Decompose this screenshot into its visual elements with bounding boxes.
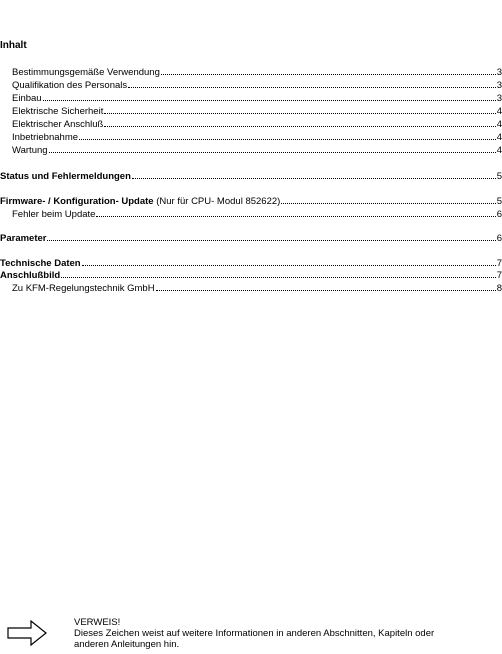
toc-leader — [156, 282, 496, 291]
toc-entry-label: Parameter — [0, 233, 47, 244]
toc-entry-label: Bestimmungsgemäße Verwendung — [12, 67, 160, 78]
toc-leader — [61, 269, 496, 278]
toc-leader — [96, 208, 495, 217]
toc-entry[interactable] — [0, 269, 502, 281]
toc-entry-label-bold: Firmware- / Konfiguration- Update — [0, 196, 154, 207]
reference-note — [74, 617, 434, 650]
toc-page-number: 7 — [496, 270, 502, 281]
toc-page-number: 3 — [496, 93, 502, 104]
toc-page-number: 4 — [496, 132, 502, 143]
toc-page-number: 8 — [496, 283, 502, 294]
toc-leader — [47, 232, 495, 241]
toc-entry[interactable] — [0, 195, 502, 207]
toc-leader — [132, 170, 496, 179]
toc-entry-label: Fehler beim Update — [12, 209, 96, 220]
toc-entry[interactable] — [12, 282, 502, 294]
toc-leader — [104, 105, 495, 114]
toc-entry[interactable] — [12, 131, 502, 143]
toc-leader — [82, 257, 496, 266]
toc-leader — [79, 131, 496, 140]
toc-leader — [49, 144, 496, 153]
toc-leader — [104, 118, 495, 127]
toc-entry-label: (Nur für CPU- Modul 852622) — [153, 196, 281, 207]
toc-entry[interactable] — [0, 257, 502, 269]
toc-entry[interactable] — [12, 105, 502, 117]
toc-entry[interactable] — [12, 92, 502, 104]
toc-leader — [128, 79, 496, 88]
toc-leader — [281, 195, 495, 204]
toc-entry-label: Technische Daten — [0, 258, 81, 269]
toc-entry-label: Qualifikation des Personals — [12, 80, 128, 91]
toc-entry-label: Zu KFM-Regelungstechnik GmbH — [12, 283, 155, 294]
toc-entry-label: Wartung — [12, 145, 48, 156]
toc-entry[interactable] — [12, 79, 502, 91]
toc-entry-label: Anschlußbild — [0, 270, 61, 281]
toc-page-number: 3 — [496, 80, 502, 91]
toc-page-number: 7 — [496, 258, 502, 269]
toc-entry[interactable] — [12, 66, 502, 78]
toc-page-number: 4 — [496, 106, 502, 117]
toc-heading: Inhalt — [0, 40, 27, 51]
toc-entry-label: Elektrischer Anschluß — [12, 119, 104, 130]
toc-page-number: 4 — [496, 119, 502, 130]
toc-page-number: 6 — [496, 233, 502, 244]
toc-entry[interactable] — [12, 208, 502, 220]
toc-page-number: 4 — [496, 145, 502, 156]
toc-entry[interactable] — [12, 144, 502, 156]
toc-entry-label: Elektrische Sicherheit — [12, 106, 104, 117]
toc-entry-label: Inbetriebnahme — [12, 132, 79, 143]
toc-page-number: 5 — [496, 171, 502, 182]
reference-note-text-line2: anderen Anleitungen hin. — [74, 639, 180, 650]
toc-leader — [161, 66, 496, 75]
toc-entry[interactable] — [12, 118, 502, 130]
toc-entry[interactable] — [0, 170, 502, 182]
toc-entry-label: Einbau — [12, 93, 42, 104]
toc-page-number: 5 — [496, 196, 502, 207]
toc-page-number: 6 — [496, 209, 502, 220]
toc-entry-label: Status und Fehlermeldungen — [0, 171, 131, 182]
toc-page-number: 3 — [496, 67, 502, 78]
toc-leader — [43, 92, 496, 101]
reference-note-title: VERWEIS! — [74, 617, 121, 628]
toc-entry[interactable] — [0, 232, 502, 244]
reference-note-text-line1: Dieses Zeichen weist auf weitere Informationen in anderen Abschnitten, Kapiteln oder — [74, 628, 435, 639]
arrow-right-icon — [7, 620, 47, 646]
